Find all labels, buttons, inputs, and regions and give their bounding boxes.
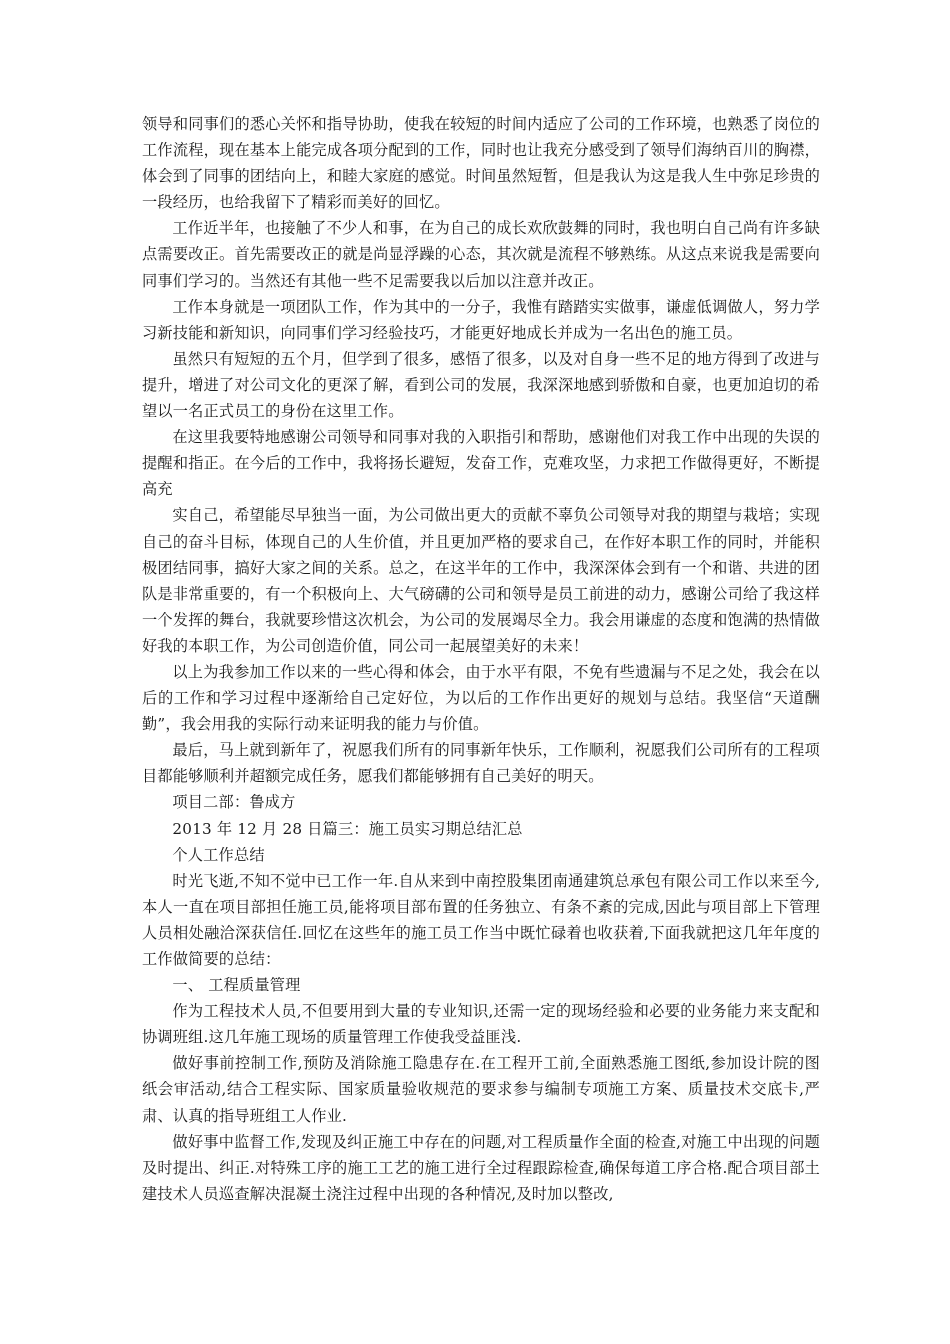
paragraph-in-process-supervision: 做好事中监督工作,发现及纠正施工中存在的问题,对工程质量作全面的检查,对施工中出现的问题及时提出、纠正.对特殊工序的施工工艺的施工进行全过程跟踪检查,确保每道工序合格.配合项目部土建技术人员巡查解决混凝土浇注过程中出现的各种情况,及时加以整改,: [142, 1132, 820, 1203]
paragraph-self-improvement: 实自己，希望能尽早独当一面，为公司做出更大的贡献不辜负公司领导对我的期望与栽培；实现自己的奋斗目标，体现自己的人生价值，并且更加严格的要求自己，在作好本职工作的同时，并能积极团结同事，搞好大家之间的关系。总之，在这半年的工作中，我深深体会到有一个和谐、共进的团队是非常重要的，有一个积极向上、大气磅礴的公司和领导是员工前进的动力，感谢公司给了我这样一个发挥的舞台，我就要珍惜这次机会，为公司的发展竭尽全力。我会用谦虚的态度和饱满的热情做好我的本职工作，为公司创造价值，同公司一起展望美好的未来！: [142, 506, 820, 655]
paragraph-shortcomings: 工作近半年，也接触了不少人和事，在为自己的成长欢欣鼓舞的同时，我也明白自己尚有许多缺点需要改正。首先需要改正的就是尚显浮躁的心态，其次就是流程不够熟练。从这点来说我是需要向同事们学习的。当然还有其他一些不足需要我以后加以注意并改正。: [142, 219, 820, 290]
paragraph-conclusion: 以上为我参加工作以来的一些心得和体会，由于水平有限，不免有些遗漏与不足之处，我会在以后的工作和学习过程中逐渐给自己定好位，为以后的工作作出更好的规划与总结。我坚信“天道酬勤”，我会用我的实际行动来证明我的能力与价值。: [142, 662, 820, 734]
paragraph-five-months: 虽然只有短短的五个月，但学到了很多，感悟了很多，以及对自身一些不足的地方得到了改进与提升，增进了对公司文化的更深了解，看到公司的发展，我深深地感到骄傲和自豪，也更加迫切的希望以一名正式员工的身份在这里工作。: [142, 349, 820, 421]
paragraph-intro: 时光飞逝,不知不觉中已工作一年.自从来到中南控股集团南通建筑总承包有限公司工作以来至今,本人一直在项目部担任施工员,能将项目部布置的任务独立、有条不紊的完成,因此与项目部上下管理人员相处融洽深获信任.回忆在这些年的施工员工作当中既忙碌着也收获着,下面我就把这几年年度的工作做简要的总结：: [142, 871, 820, 968]
section-heading: 个人工作总结: [172, 845, 265, 864]
paragraph-thanks: 在这里我要特地感谢公司领导和同事对我的入职指引和帮助，感谢他们对我工作中出现的失误的提醒和指正。在今后的工作中，我将扬长避短，发奋工作，克难攻坚，力求把工作做得更好，不断提高充: [142, 428, 820, 499]
document-page: [142, 111, 820, 1207]
paragraph-pre-control: 做好事前控制工作,预防及消除施工隐患存在.在工程开工前,全面熟悉施工图纸,参加设计院的图纸会审活动,结合工程实际、国家质量验收规范的要求参与编制专项施工方案、质量技术交底卡,严肃、认真的指导班组工人作业.: [142, 1054, 820, 1125]
paragraph-technical-staff: 作为工程技术人员,不但要用到大量的专业知识,还需一定的现场经验和必要的业务能力来支配和协调班组.这几年施工现场的质量管理工作使我受益匪浅.: [142, 1002, 820, 1047]
paragraph-new-year: 最后，马上就到新年了，祝愿我们所有的同事新年快乐，工作顺利，祝愿我们公司所有的工程项目都能够顺利并超额完成任务，愿我们都能够拥有自己美好的明天。: [142, 741, 820, 786]
paragraph-teamwork: 工作本身就是一项团队工作，作为其中的一分子，我惟有踏踏实实做事，谦虚低调做人，努力学习新技能和新知识，向同事们学习经验技巧，才能更好地成长并成为一名出色的施工员。: [142, 297, 820, 342]
signature-line: 项目二部：鲁成方: [172, 793, 296, 812]
paragraph-continued: 领导和同事们的悉心关怀和指导协助，使我在较短的时间内适应了公司的工作环境，也熟悉了岗位的工作流程，现在基本上能完成各项分配到的工作，同时也让我充分感受到了领导们海纳百川的胸襟，体会到了同事的团结向上，和睦大家庭的感觉。时间虽然短暂，但是我认为这是我人生中弥足珍贵的一段经历，也给我留下了精彩而美好的回忆。: [142, 115, 820, 212]
subheading-quality-management: 一、 工程质量管理: [172, 976, 301, 995]
date-and-section-title: 2013 年 12 月 28 日篇三：施工员实习期总结汇总: [172, 819, 523, 838]
